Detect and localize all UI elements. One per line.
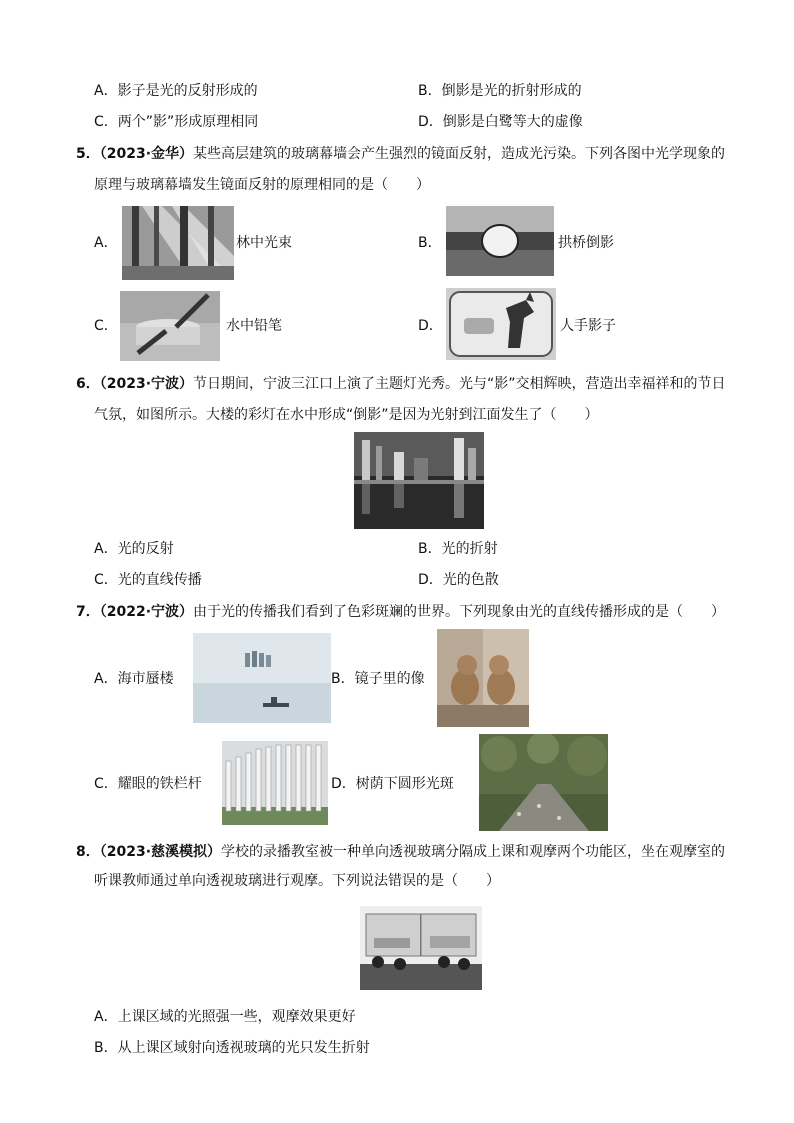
q7-option-c: C．耀眼的铁栏杆	[94, 776, 202, 792]
q4-option-a: A．影子是光的反射形成的	[94, 83, 258, 99]
q6-option-b: B．光的折射	[418, 541, 498, 557]
q8-stem-text: 学校的录播教室被一种单向透视玻璃分隔成上课和观摩两个功能区，坐在观摩室的	[221, 844, 726, 860]
q7-source: （2022·宁波）	[99, 604, 194, 620]
q6-stem-text: 节日期间，宁波三江口上演了主题灯光秀。光与“影”交相辉映，营造出幸福祥和的节日	[193, 376, 726, 392]
q7-option-d: D．树荫下圆形光斑	[331, 776, 454, 792]
q5-source: （2023·金华）	[99, 146, 194, 162]
observation-room-image	[360, 906, 482, 990]
q6-source: （2023·宁波）	[99, 376, 194, 392]
mirage-image	[193, 633, 331, 723]
q5-stem-text: 某些高层建筑的玻璃幕墙会产生强烈的镜面反射，造成光污染。下列各图中光学现象的	[193, 146, 726, 162]
q7-stem-text: 由于光的传播我们看到了色彩斑斓的世界。下列现象由光的直线传播形成的是（ ）	[193, 604, 726, 620]
hand-shadow-image	[446, 288, 556, 360]
q4-option-b: B．倒影是光的折射形成的	[418, 83, 582, 99]
q5-option-a-text: 林中光束	[236, 235, 292, 251]
q5-option-b-text: 拱桥倒影	[558, 235, 614, 251]
q8-number: 8．	[76, 844, 100, 860]
q6-stem-line1	[76, 375, 726, 393]
q5-option-c-text: 水中铅笔	[226, 318, 282, 334]
q7-option-a: A．海市蜃楼	[94, 671, 174, 687]
q5-stem-line1	[76, 145, 725, 163]
dog-mirror-image	[437, 629, 529, 727]
q7-option-b: B．镜子里的像	[331, 671, 425, 687]
q8-option-a: A．上课区域的光照强一些，观摩效果更好	[94, 1009, 356, 1025]
tree-shade-path-image	[479, 734, 608, 831]
q8-source: （2023·慈溪模拟）	[99, 844, 222, 860]
q6-number: 6．	[76, 376, 100, 392]
q5-option-c-letter: C．	[94, 318, 118, 334]
iron-fence-image	[222, 741, 328, 825]
q4-option-d: D．倒影是白鹭等大的虚像	[418, 114, 583, 130]
q8-option-b: B．从上课区域射向透视玻璃的光只发生折射	[94, 1040, 370, 1056]
q7-stem-line1	[76, 603, 725, 621]
q5-option-b-letter: B．	[418, 235, 442, 251]
q5-number: 5．	[76, 146, 100, 162]
q5-stem-line2: 原理与玻璃幕墙发生镜面反射的原理相同的是（ ）	[94, 177, 430, 193]
q4-option-c: C．两个”影”形成原理相同	[94, 114, 259, 130]
forest-light-beams-image	[122, 206, 234, 280]
q8-stem-line1	[76, 843, 725, 861]
q6-stem-line2: 气氛，如图所示。大楼的彩灯在水中形成“倒影”是因为光射到江面发生了（ ）	[94, 407, 599, 423]
q5-option-a-letter: A．	[94, 235, 118, 251]
q5-option-d-letter: D．	[418, 318, 443, 334]
q6-option-a: A．光的反射	[94, 541, 174, 557]
q6-option-c: C．光的直线传播	[94, 572, 202, 588]
q6-option-d: D．光的色散	[418, 572, 499, 588]
q7-number: 7．	[76, 604, 100, 620]
q5-option-d-text: 人手影子	[560, 318, 616, 334]
arch-bridge-reflection-image	[446, 206, 554, 276]
city-lights-reflection-image	[354, 432, 484, 529]
pencil-in-water-image	[120, 291, 220, 361]
q8-stem-line2: 听课教师通过单向透视玻璃进行观摩。下列说法错误的是（ ）	[94, 873, 500, 889]
